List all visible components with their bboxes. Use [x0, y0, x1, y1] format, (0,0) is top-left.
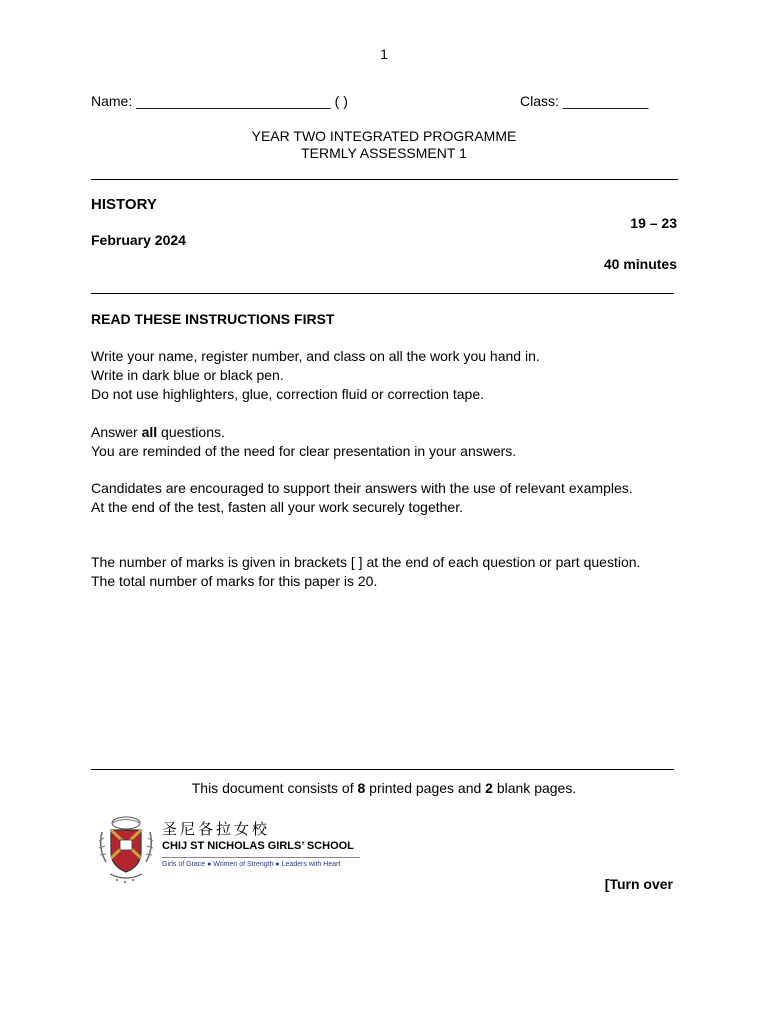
instructions-paragraph-2: [91, 423, 516, 461]
paper-code: 19 – 23: [630, 215, 677, 231]
school-name: CHIJ ST NICHOLAS GIRLS’ SCHOOL: [162, 840, 354, 852]
printed-page-count: 8: [357, 780, 366, 796]
page-number: 1: [380, 46, 388, 62]
instruction-line: Candidates are encouraged to support their answers with the use of relevant examples.: [91, 480, 633, 496]
instruction-line: You are reminded of the need for clear presentation in your answers.: [91, 443, 517, 459]
exam-duration: 40 minutes: [603, 256, 677, 272]
turn-over-note: [Turn over: [604, 876, 673, 892]
answer-all-emphasis: all: [141, 424, 158, 440]
instructions-paragraph-3: [91, 479, 633, 517]
page-count-note: [0, 780, 768, 796]
divider-bottom: [91, 769, 674, 770]
logo-divider: [162, 857, 360, 858]
instruction-line: Write your name, register number, and class on all the work you hand in.: [91, 348, 540, 364]
divider-middle: [91, 293, 674, 294]
exam-date: February 2024: [91, 232, 186, 248]
school-logo: [96, 814, 366, 886]
class-field-label: Class: ___________: [520, 93, 649, 109]
note-text: This document consists of: [191, 780, 358, 796]
school-motto: Girls of Grace ● Women of Strength ● Leaders with Heart: [162, 861, 341, 868]
blank-page-count: 2: [485, 780, 493, 796]
programme-line-1: YEAR TWO INTEGRATED PROGRAMME: [251, 128, 517, 144]
school-name-chinese: 圣尼各拉女校: [162, 820, 271, 838]
programme-title: [0, 128, 768, 162]
instructions-paragraph-4: [91, 553, 640, 591]
answer-text-end: questions.: [157, 424, 225, 440]
instructions-heading: READ THESE INSTRUCTIONS FIRST: [91, 311, 335, 327]
name-field-label: Name: _________________________ ( ): [91, 93, 348, 109]
programme-line-2: TERMLY ASSESSMENT 1: [301, 145, 467, 161]
note-text: blank pages.: [492, 780, 577, 796]
answer-text-start: Answer: [91, 424, 142, 440]
instruction-line: The number of marks is given in brackets [ ] at the end of each question or part question.: [91, 554, 641, 570]
school-crest-icon: [96, 814, 156, 886]
instruction-line: Write in dark blue or black pen.: [91, 367, 284, 383]
instruction-line: [91, 423, 516, 442]
divider-top: [91, 179, 678, 180]
instruction-line: Do not use highlighters, glue, correction fluid or correction tape.: [91, 386, 484, 402]
instruction-line: At the end of the test, fasten all your work securely together.: [91, 499, 463, 515]
subject-title: HISTORY: [91, 196, 157, 213]
instructions-paragraph-1: [91, 347, 540, 404]
instruction-line: The total number of marks for this paper is 20.: [91, 573, 378, 589]
note-text: printed pages and: [365, 780, 486, 796]
